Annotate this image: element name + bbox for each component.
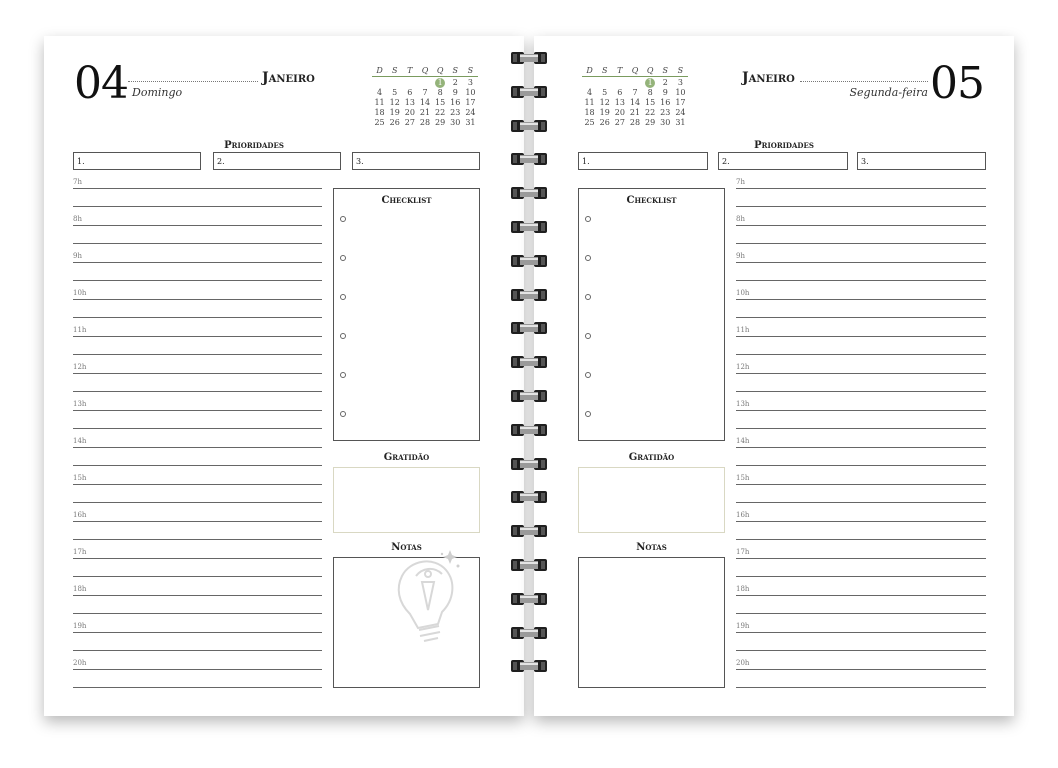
- schedule-line[interactable]: [736, 576, 986, 577]
- spiral-ring-icon: [511, 625, 547, 641]
- hour-label: 13h: [736, 400, 750, 408]
- calendar-day[interactable]: 23: [450, 108, 461, 117]
- calendar-day[interactable]: 4: [377, 88, 383, 97]
- hour-label: 16h: [73, 511, 87, 519]
- calendar-day[interactable]: 7: [632, 88, 638, 97]
- schedule-line[interactable]: [73, 447, 322, 448]
- calendar-day[interactable]: 6: [617, 88, 623, 97]
- hour-label: 12h: [73, 363, 87, 371]
- calendar-day[interactable]: 30: [450, 118, 461, 127]
- schedule-line[interactable]: [73, 410, 322, 411]
- schedule-line[interactable]: [736, 280, 986, 281]
- calendar-day: [582, 78, 597, 88]
- schedule-line[interactable]: [73, 391, 322, 392]
- schedule-line[interactable]: [736, 465, 986, 466]
- calendar-day[interactable]: 28: [629, 118, 641, 127]
- spiral-ring-icon: [511, 557, 547, 573]
- hour-label: 11h: [736, 326, 750, 334]
- calendar-day[interactable]: 14: [419, 98, 431, 107]
- calendar-day[interactable]: 10: [465, 88, 476, 97]
- checkbox-circle[interactable]: [340, 333, 346, 339]
- calendar-day[interactable]: 18: [374, 108, 385, 117]
- calendar-day[interactable]: 15: [435, 98, 446, 107]
- calendar-day[interactable]: 8: [647, 88, 653, 97]
- calendar-day[interactable]: 11: [584, 98, 595, 107]
- schedule-line[interactable]: [73, 539, 322, 540]
- calendar-day[interactable]: 16: [450, 98, 461, 107]
- calendar-day[interactable]: 20: [614, 108, 625, 117]
- spiral-ring-icon: [511, 50, 547, 66]
- calendar-day[interactable]: 23: [660, 108, 671, 117]
- checkbox-circle[interactable]: [585, 372, 591, 378]
- hour-label: 17h: [73, 548, 87, 556]
- gratitude-title: Gratidão: [383, 452, 430, 463]
- right-page: [534, 36, 1014, 716]
- mini-calendar: [372, 66, 478, 128]
- schedule-line[interactable]: [73, 484, 322, 485]
- checkbox-circle[interactable]: [340, 255, 346, 261]
- calendar-weekday: D: [376, 66, 383, 75]
- hour-label: 8h: [73, 215, 82, 223]
- hour-label: 12h: [736, 363, 750, 371]
- calendar-day[interactable]: 13: [614, 98, 625, 107]
- spiral-ring-icon: [511, 185, 547, 201]
- calendar-weekday: S: [391, 66, 398, 75]
- calendar-weekday: S: [452, 66, 459, 75]
- checkbox-circle[interactable]: [585, 294, 591, 300]
- calendar-day[interactable]: 15: [645, 98, 656, 107]
- checklist-title: Checklist: [626, 195, 677, 206]
- schedule-line[interactable]: [736, 262, 986, 263]
- spiral-ring-icon: [511, 253, 547, 269]
- gratitude-box[interactable]: [578, 467, 725, 533]
- schedule-line[interactable]: [736, 669, 986, 670]
- schedule-line[interactable]: [736, 336, 986, 337]
- spiral-ring-icon: [511, 151, 547, 167]
- calendar-day[interactable]: 22: [645, 108, 656, 117]
- mini-calendar: [582, 66, 688, 128]
- gratitude-box[interactable]: [333, 467, 480, 533]
- header-dotted-line: [128, 81, 258, 82]
- notes-title: Notas: [636, 542, 667, 553]
- day-number: 04: [74, 58, 128, 109]
- calendar-day[interactable]: 30: [660, 118, 671, 127]
- schedule-line[interactable]: [73, 465, 322, 466]
- spiral-ring-icon: [511, 84, 547, 100]
- spiral-ring-icon: [511, 219, 547, 235]
- schedule-line[interactable]: [73, 687, 322, 688]
- calendar-weekday: Q: [436, 66, 444, 75]
- hour-label: 13h: [73, 400, 87, 408]
- schedule-line[interactable]: [73, 262, 322, 263]
- hour-label: 9h: [73, 252, 82, 260]
- calendar-day[interactable]: 2: [662, 78, 668, 87]
- schedule-line[interactable]: [736, 225, 986, 226]
- calendar-day[interactable]: 27: [614, 118, 625, 127]
- priority-field-3[interactable]: 3.: [857, 152, 986, 170]
- hour-label: 15h: [73, 474, 87, 482]
- calendar-day[interactable]: 27: [404, 118, 415, 127]
- schedule-line[interactable]: [73, 650, 322, 651]
- schedule-line[interactable]: [736, 632, 986, 633]
- schedule-line[interactable]: [73, 576, 322, 577]
- schedule-line[interactable]: [73, 521, 322, 522]
- priorities-title: Prioridades: [224, 140, 284, 151]
- calendar-weekday: Q: [421, 66, 429, 75]
- calendar-day[interactable]: 4: [587, 88, 593, 97]
- spiral-ring-icon: [511, 287, 547, 303]
- hour-label: 17h: [736, 548, 750, 556]
- calendar-day[interactable]: 9: [662, 88, 668, 97]
- hour-label: 19h: [73, 622, 87, 630]
- schedule-line[interactable]: [736, 613, 986, 614]
- schedule-line[interactable]: [736, 595, 986, 596]
- calendar-day[interactable]: 1: [645, 78, 655, 88]
- calendar-day[interactable]: 16: [660, 98, 671, 107]
- hour-label: 8h: [736, 215, 745, 223]
- schedule-line[interactable]: [736, 687, 986, 688]
- schedule-line[interactable]: [73, 558, 322, 559]
- schedule-line[interactable]: [73, 502, 322, 503]
- day-number: 05: [930, 58, 984, 109]
- calendar-day[interactable]: 9: [452, 88, 458, 97]
- schedule-line[interactable]: [73, 225, 322, 226]
- spiral-ring-icon: [511, 118, 547, 134]
- checkbox-circle[interactable]: [340, 411, 346, 417]
- schedule-line[interactable]: [73, 354, 322, 355]
- calendar-day[interactable]: 5: [602, 88, 608, 97]
- calendar-day[interactable]: 14: [629, 98, 641, 107]
- lightbulb-pen-icon: [392, 544, 462, 644]
- hour-label: 10h: [736, 289, 750, 297]
- hour-label: 20h: [736, 659, 750, 667]
- calendar-weekday: S: [467, 66, 474, 75]
- hour-label: 16h: [736, 511, 750, 519]
- calendar-day[interactable]: 26: [389, 118, 400, 127]
- spiral-ring-icon: [511, 591, 547, 607]
- schedule-line[interactable]: [736, 502, 986, 503]
- calendar-day[interactable]: 20: [404, 108, 415, 117]
- spiral-ring-icon: [511, 354, 547, 370]
- schedule-line[interactable]: [73, 595, 322, 596]
- schedule-line[interactable]: [73, 317, 322, 318]
- priority-field-1[interactable]: 1.: [578, 152, 708, 170]
- schedule-line[interactable]: [736, 558, 986, 559]
- calendar-day[interactable]: 17: [465, 98, 476, 107]
- notes-box[interactable]: [578, 557, 725, 688]
- calendar-weekday: S: [677, 66, 684, 75]
- schedule-line[interactable]: [73, 206, 322, 207]
- gratitude-title: Gratidão: [628, 452, 675, 463]
- calendar-day[interactable]: 29: [435, 118, 446, 127]
- calendar-day[interactable]: 8: [437, 88, 443, 97]
- schedule-line[interactable]: [736, 428, 986, 429]
- spiral-ring-icon: [511, 422, 547, 438]
- calendar-day[interactable]: 19: [599, 108, 610, 117]
- calendar-day: [417, 78, 432, 88]
- header-dotted-line: [800, 81, 928, 82]
- calendar-day[interactable]: 25: [374, 118, 385, 127]
- checkbox-circle[interactable]: [340, 294, 346, 300]
- calendar-weekday: D: [586, 66, 593, 75]
- calendar-day[interactable]: 13: [404, 98, 415, 107]
- schedule-line[interactable]: [736, 410, 986, 411]
- calendar-day[interactable]: 26: [599, 118, 610, 127]
- month-label: Janeiro: [262, 70, 315, 86]
- checklist-box: [578, 188, 725, 441]
- hour-label: 14h: [73, 437, 87, 445]
- checkbox-circle[interactable]: [340, 372, 346, 378]
- calendar-day: [597, 78, 612, 88]
- schedule-line[interactable]: [736, 188, 986, 189]
- calendar-day: [387, 78, 402, 88]
- calendar-day[interactable]: 12: [599, 98, 610, 107]
- priority-field-3[interactable]: 3.: [352, 152, 480, 170]
- notes-title: Notas: [391, 542, 422, 553]
- calendar-day[interactable]: 24: [675, 108, 686, 117]
- calendar-day[interactable]: 29: [645, 118, 656, 127]
- calendar-day[interactable]: 31: [675, 118, 686, 127]
- notes-box[interactable]: [333, 557, 480, 688]
- hour-label: 7h: [73, 178, 82, 186]
- schedule-line[interactable]: [736, 447, 986, 448]
- schedule-line[interactable]: [736, 206, 986, 207]
- hour-label: 19h: [736, 622, 750, 630]
- hour-label: 7h: [736, 178, 745, 186]
- calendar-day: [402, 78, 417, 88]
- hour-label: 10h: [73, 289, 87, 297]
- calendar-weekday: S: [662, 66, 669, 75]
- spiral-ring-icon: [511, 489, 547, 505]
- calendar-day[interactable]: 21: [419, 108, 431, 117]
- calendar-day[interactable]: 28: [419, 118, 431, 127]
- calendar-day[interactable]: 6: [407, 88, 413, 97]
- schedule-line[interactable]: [736, 299, 986, 300]
- calendar-day[interactable]: 18: [584, 108, 595, 117]
- calendar-day[interactable]: 17: [675, 98, 686, 107]
- schedule-line[interactable]: [736, 243, 986, 244]
- priority-field-2[interactable]: 2.: [718, 152, 848, 170]
- spiral-ring-icon: [511, 388, 547, 404]
- schedule-line[interactable]: [73, 373, 322, 374]
- calendar-weekday: Q: [631, 66, 639, 75]
- hour-label: 20h: [73, 659, 87, 667]
- calendar-weekday: Q: [646, 66, 654, 75]
- calendar-day[interactable]: 7: [422, 88, 428, 97]
- spiral-ring-icon: [511, 456, 547, 472]
- calendar-weekday: S: [601, 66, 608, 75]
- calendar-day[interactable]: 31: [465, 118, 476, 127]
- left-page: [44, 36, 524, 716]
- checklist-title: Checklist: [381, 195, 432, 206]
- hour-label: 11h: [73, 326, 87, 334]
- schedule-line[interactable]: [736, 521, 986, 522]
- schedule-line[interactable]: [736, 650, 986, 651]
- calendar-day[interactable]: 24: [465, 108, 476, 117]
- hour-label: 18h: [736, 585, 750, 593]
- hour-label: 18h: [73, 585, 87, 593]
- calendar-day[interactable]: 3: [467, 78, 473, 87]
- calendar-day[interactable]: 25: [584, 118, 595, 127]
- calendar-day: [612, 78, 627, 88]
- calendar-day[interactable]: 3: [677, 78, 683, 87]
- schedule-line[interactable]: [73, 613, 322, 614]
- calendar-day: [627, 78, 642, 88]
- checklist-box: [333, 188, 480, 441]
- schedule-line[interactable]: [73, 669, 322, 670]
- weekday-label: Segunda-feira: [849, 86, 928, 99]
- priority-field-1[interactable]: 1.: [73, 152, 201, 170]
- calendar-day[interactable]: 12: [389, 98, 400, 107]
- schedule-line[interactable]: [73, 280, 322, 281]
- spiral-ring-icon: [511, 523, 547, 539]
- schedule-line[interactable]: [736, 484, 986, 485]
- weekday-label: Domingo: [132, 86, 183, 99]
- checkbox-circle[interactable]: [585, 255, 591, 261]
- checkbox-circle[interactable]: [585, 411, 591, 417]
- checkbox-circle[interactable]: [585, 216, 591, 222]
- priority-field-2[interactable]: 2.: [213, 152, 341, 170]
- month-label: Janeiro: [742, 70, 795, 86]
- schedule-line[interactable]: [736, 317, 986, 318]
- calendar-day[interactable]: 11: [374, 98, 385, 107]
- hour-label: 14h: [736, 437, 750, 445]
- schedule-line[interactable]: [736, 391, 986, 392]
- schedule-line[interactable]: [736, 539, 986, 540]
- schedule-line[interactable]: [736, 373, 986, 374]
- spiral-ring-icon: [511, 658, 547, 674]
- schedule-line[interactable]: [73, 188, 322, 189]
- calendar-day[interactable]: 21: [629, 108, 641, 117]
- calendar-day[interactable]: 5: [392, 88, 398, 97]
- checkbox-circle[interactable]: [340, 216, 346, 222]
- calendar-day[interactable]: 22: [435, 108, 446, 117]
- calendar-day: [372, 78, 387, 88]
- calendar-day[interactable]: 2: [452, 78, 458, 87]
- hour-label: 15h: [736, 474, 750, 482]
- calendar-day[interactable]: 10: [675, 88, 686, 97]
- calendar-day[interactable]: 19: [389, 108, 400, 117]
- schedule-line[interactable]: [73, 632, 322, 633]
- schedule-line[interactable]: [73, 428, 322, 429]
- checkbox-circle[interactable]: [585, 333, 591, 339]
- spiral-ring-icon: [511, 320, 547, 336]
- schedule-line[interactable]: [736, 354, 986, 355]
- calendar-weekday: T: [407, 66, 413, 75]
- hour-label: 9h: [736, 252, 745, 260]
- schedule-line[interactable]: [73, 299, 322, 300]
- priorities-title: Prioridades: [754, 140, 814, 151]
- schedule-line[interactable]: [73, 336, 322, 337]
- calendar-weekday: T: [617, 66, 623, 75]
- calendar-day[interactable]: 1: [435, 78, 445, 88]
- schedule-line[interactable]: [73, 243, 322, 244]
